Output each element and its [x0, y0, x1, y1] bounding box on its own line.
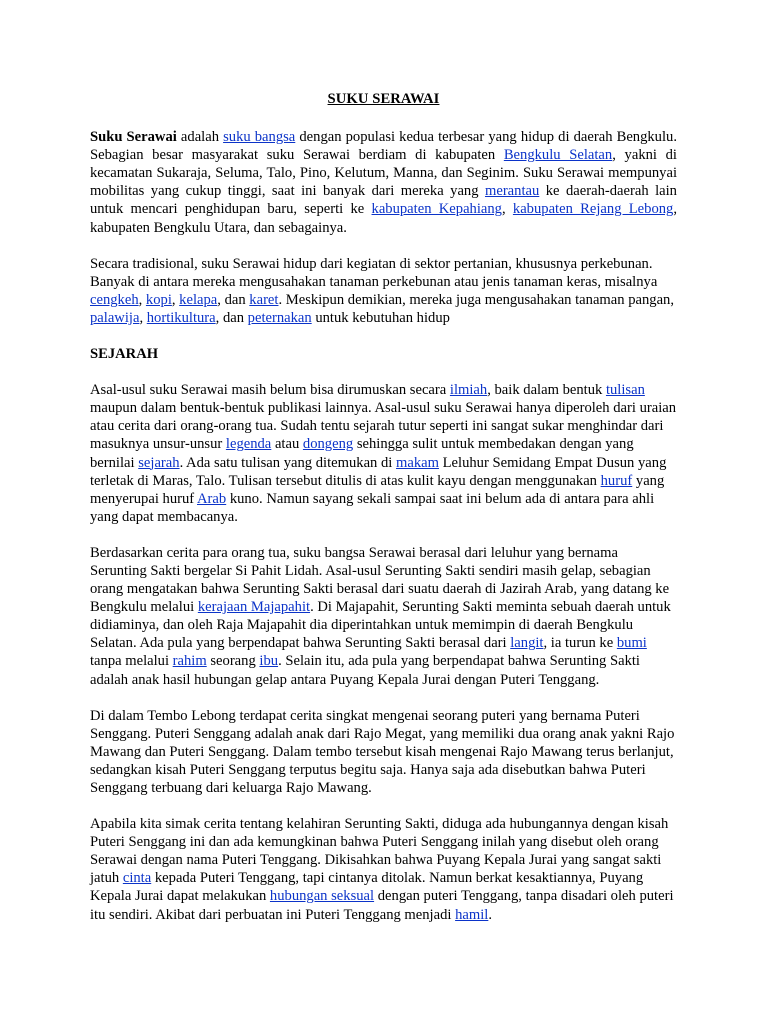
- text-run: ,: [501, 201, 513, 218]
- text-run: .: [488, 906, 492, 923]
- text-run: Leluhur Semidang Empat Dusun yang terletak di Maras, Talo. Tulisan tersebut ditulis di atas kulit kayu dengan menggunakan: [90, 454, 667, 489]
- document-body: [90, 90, 677, 942]
- hyperlink[interactable]: huruf: [600, 472, 633, 489]
- text-run: . Ada satu tulisan yang ditemukan di: [179, 454, 397, 471]
- text-run: adalah: [176, 129, 224, 146]
- hyperlink[interactable]: Bengkulu Selatan: [503, 147, 613, 164]
- hyperlink[interactable]: merantau: [484, 183, 540, 200]
- hyperlink[interactable]: bumi: [616, 635, 647, 652]
- hyperlink[interactable]: dongeng: [302, 436, 354, 453]
- hyperlink[interactable]: kabupaten Kepahiang: [371, 201, 502, 218]
- paragraph: [90, 255, 677, 327]
- hyperlink[interactable]: cengkeh: [90, 291, 139, 308]
- hyperlink[interactable]: Arab: [197, 490, 227, 507]
- paragraph: [90, 815, 677, 924]
- hyperlink[interactable]: ibu: [259, 653, 279, 670]
- section-heading: SEJARAH: [90, 346, 159, 363]
- text-run: . Di Majapahit, Serunting Sakti meminta sebuah daerah untuk didiaminya, dan oleh Raja Majapahit dia diperintahkan untuk memimpin di daerah Bengkulu Selatan. Ada pula yang berpendapat bahwa Serunting Sakti berasal dari: [90, 599, 671, 652]
- text-run: ,: [171, 291, 180, 308]
- paragraph: [90, 381, 677, 526]
- text-run: , dan: [215, 309, 248, 326]
- hyperlink[interactable]: kelapa: [179, 291, 218, 308]
- hyperlink[interactable]: langit: [510, 635, 544, 652]
- text-run: yang menyerupai huruf: [90, 472, 665, 507]
- text-run: , yakni di kecamatan Sukaraja, Seluma, Talo, Pino, Kelutum, Manna, dan Seginim. Suku Serawai mempunyai mobilitas yang cukup tinggi, saat ini banyak dari mereka yang: [90, 147, 677, 200]
- bold-term: Suku Serawai: [90, 129, 177, 146]
- text-run: atau: [271, 436, 303, 453]
- text-run: Secara tradisional, suku Serawai hidup dari kegiatan di sektor pertanian, khususnya perkebunan. Banyak di antara mereka mengusahakan tanaman perkebunan atau jenis tanaman keras, misalnya: [90, 255, 658, 290]
- hyperlink[interactable]: suku bangsa: [223, 129, 296, 146]
- hyperlink[interactable]: kopi: [145, 291, 172, 308]
- hyperlink[interactable]: legenda: [225, 436, 272, 453]
- text-run: , ia turun ke: [543, 635, 617, 652]
- hyperlink[interactable]: palawija: [90, 309, 140, 326]
- text-run: ke daerah-daerah lain untuk mencari penghidupan baru, seperti ke: [90, 183, 677, 218]
- text-run: sehingga sulit untuk membedakan dengan yang bernilai: [90, 436, 634, 471]
- hyperlink[interactable]: kerajaan Majapahit: [197, 599, 311, 616]
- text-run: , kabupaten Bengkulu Utara, dan sebagainya.: [90, 201, 677, 236]
- hyperlink[interactable]: peternakan: [247, 309, 312, 326]
- text-run: , dan: [217, 291, 250, 308]
- text-run: kuno. Namun sayang sekali sampai saat ini belum ada di antara para ahli yang dapat membacanya.: [90, 490, 655, 525]
- text-run: . Meskipun demikian, mereka juga mengusahakan tanaman pangan,: [278, 291, 674, 308]
- hyperlink[interactable]: hamil: [455, 906, 489, 923]
- hyperlink[interactable]: makam: [396, 454, 439, 471]
- text-run: , baik dalam bentuk: [487, 382, 606, 399]
- text-run: dengan puteri Tenggang, tanpa disadari oleh puteri itu sendiri. Akibat dari perbuatan ini Puteri Tenggang menjadi: [90, 888, 674, 923]
- text-run: tanpa melalui: [90, 653, 173, 670]
- hyperlink[interactable]: sejarah: [138, 454, 180, 471]
- text-run: Berdasarkan cerita para orang tua, suku bangsa Serawai berasal dari leluhur yang bernama Serunting Sakti bergelar Si Pahit Lidah. Asal-usul Serunting Sakti sendiri masih gelap, sebagian orang mengatakan bahwa Serunting Sakti berasal dari suatu daerah di Jazirah Arab, yang datang ke Bengkulu melalui: [90, 544, 670, 616]
- paragraph: [90, 707, 677, 797]
- text-run: untuk kebutuhan hidup: [311, 309, 450, 326]
- hyperlink[interactable]: kabupaten Rejang Lebong: [512, 201, 674, 218]
- hyperlink[interactable]: ilmiah: [449, 382, 488, 399]
- hyperlink[interactable]: karet: [249, 291, 279, 308]
- text-run: Di dalam Tembo Lebong terdapat cerita singkat mengenai seorang puteri yang bernama Puteri Senggang. Puteri Senggang adalah anak dari Rajo Megat, yang memiliki dua orang anak yakni Rajo Mawang dan Puteri Senggang. Dalam tembo tersebut kisah mengenai Rajo Mawang terus berlanjut, sedangkan kisah Puteri Senggang terputus begitu saja. Hanya saja ada disebutkan bahwa Puteri Senggang terbuang dari keluarga Rajo Mawang.: [90, 707, 675, 796]
- text-run: seorang: [206, 653, 260, 670]
- text-run: maupun dalam bentuk-bentuk publikasi lainnya. Asal-usul suku Serawai hanya diperoleh dari uraian atau cerita dari orang-orang tua. Sudah tentu sejarah tutur seperti ini sangat sukar menghindar dari masuknya unsur-unsur: [90, 400, 677, 453]
- hyperlink[interactable]: cinta: [122, 870, 152, 887]
- text-run: kepada Puteri Tenggang, tapi cintanya ditolak. Namun berkat kesaktiannya, Puyang Kepala Jurai dapat melakukan: [90, 870, 644, 905]
- hyperlink[interactable]: tulisan: [605, 382, 645, 399]
- text-run: Asal-usul suku Serawai masih belum bisa dirumuskan secara: [90, 382, 450, 399]
- hyperlink[interactable]: hubungan seksual: [269, 888, 375, 905]
- text-run: dengan populasi kedua terbesar yang hidup di daerah Bengkulu. Sebagian besar masyarakat suku Serawai berdiam di kabupaten: [90, 129, 677, 164]
- text-run: ,: [138, 291, 146, 308]
- paragraph: [90, 544, 677, 689]
- paragraph: [90, 128, 677, 237]
- hyperlink[interactable]: rahim: [172, 653, 207, 670]
- document-title: SUKU SERAWAI: [327, 91, 440, 107]
- text-run: ,: [139, 309, 147, 326]
- hyperlink[interactable]: hortikultura: [146, 309, 216, 326]
- text-run: Apabila kita simak cerita tentang kelahiran Serunting Sakti, diduga ada hubungannya dengan kisah Puteri Senggang ini dan ada kemungkinan bahwa Puteri Senggang inilah yang disebut oleh orang Serawai dengan nama Puteri Tenggang. Dikisahkan bahwa Puyang Kepala Jurai yang sangat sakti jatuh: [90, 816, 669, 887]
- text-run: . Selain itu, ada pula yang berpendapat bahwa Serunting Sakti adalah anak hasil hubungan gelap antara Puyang Kepala Jurai dengan Puteri Tenggang.: [90, 653, 640, 688]
